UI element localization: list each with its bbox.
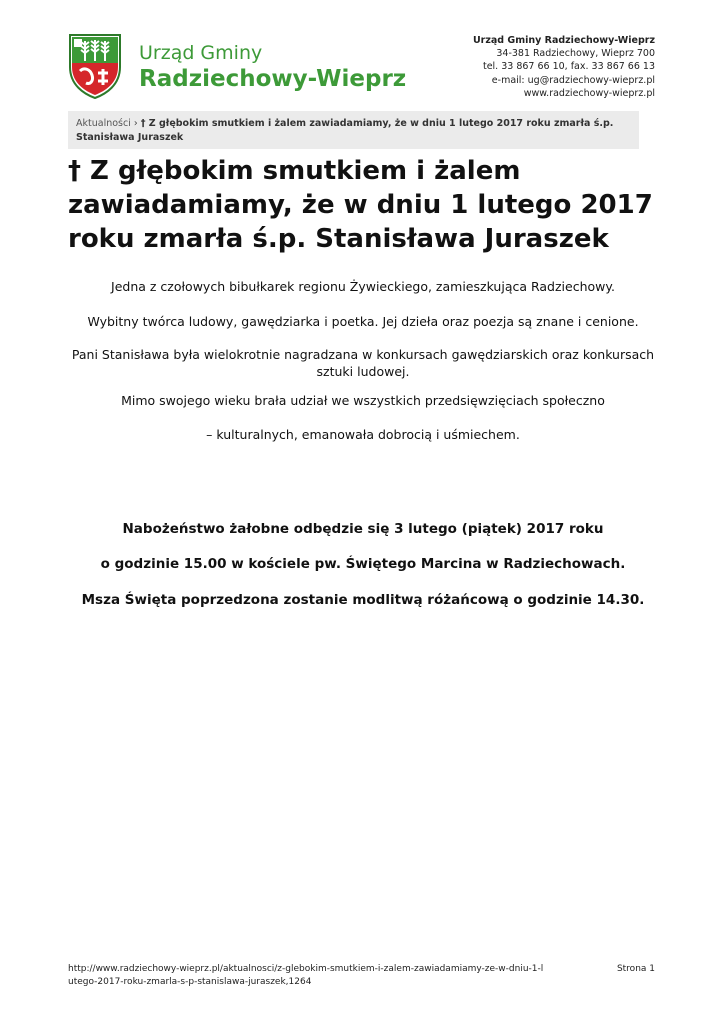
contact-info: [473, 34, 655, 100]
breadcrumb: [68, 111, 639, 149]
breadcrumb-separator: ›: [133, 118, 138, 129]
article-paragraph: Wybitny twórca ludowy, gawędziarka i poetka. Jej dzieła oraz poezja są znane i cenione.: [87, 314, 639, 329]
footer-page-number: Strona 1: [616, 964, 655, 974]
article-paragraph: Pani Stanisława była wielokrotnie nagradzana w konkursach gawędziarskich oraz konkursach sztuki ludowej.: [71, 347, 655, 379]
article-paragraph: Mimo swojego wieku brała udział we wszystkich przedsięwzięciach społeczno: [121, 393, 605, 408]
funeral-info-line: o godzinie 15.00 w kościele pw. Świętego Marcina w Radziechowach.: [100, 556, 626, 572]
article-paragraph: Jedna z czołowych bibułkarek regionu Żywieckiego, zamieszkująca Radziechowy.: [111, 279, 615, 294]
contact-website[interactable]: www.radziechowy-wieprz.pl: [523, 87, 655, 99]
page-title: † Z głębokim smutkiem i żalem zawiadamiamy, że w dniu 1 lutego 2017 roku zmarła ś.p. Stanisława Juraszek: [68, 156, 653, 254]
funeral-info-line: Msza Święta poprzedzona zostanie modlitwą różańcową o godzinie 14.30.: [81, 592, 645, 608]
logo-text-line1: Urząd Gminy: [139, 42, 263, 64]
contact-email[interactable]: e-mail: ug@radziechowy-wieprz.pl: [491, 74, 655, 86]
contact-phone: tel. 33 867 66 10, fax. 33 867 66 13: [482, 61, 655, 73]
breadcrumb-home-link[interactable]: Aktualności: [76, 118, 131, 129]
contact-org-name: Urząd Gminy Radziechowy-Wieprz: [472, 35, 655, 46]
funeral-info-line: Nabożeństwo żałobne odbędzie się 3 lutego (piątek) 2017 roku: [122, 521, 604, 537]
footer-page-url: http://www.radziechowy-wieprz.pl/aktualnosci/z-glebokim-smutkiem-i-zalem-zawiadamiamy-ze-w-dniu-1-lutego-2017-roku-zmarla-s-p-stanislawa-juraszek,1264: [68, 964, 544, 987]
article-paragraph: – kulturalnych, emanowała dobrocią i uśmiechem.: [206, 427, 520, 442]
municipality-logo[interactable]: [68, 33, 407, 99]
breadcrumb-current: † Z głębokim smutkiem i żalem zawiadamiamy, że w dniu 1 lutego 2017 roku zmarła ś.p. Stanisława Juraszek: [76, 118, 614, 143]
coat-of-arms-icon: [68, 33, 122, 99]
logo-text-line2: Radziechowy-Wieprz: [139, 66, 407, 92]
contact-address: 34-381 Radziechowy, Wieprz 700: [496, 48, 655, 60]
